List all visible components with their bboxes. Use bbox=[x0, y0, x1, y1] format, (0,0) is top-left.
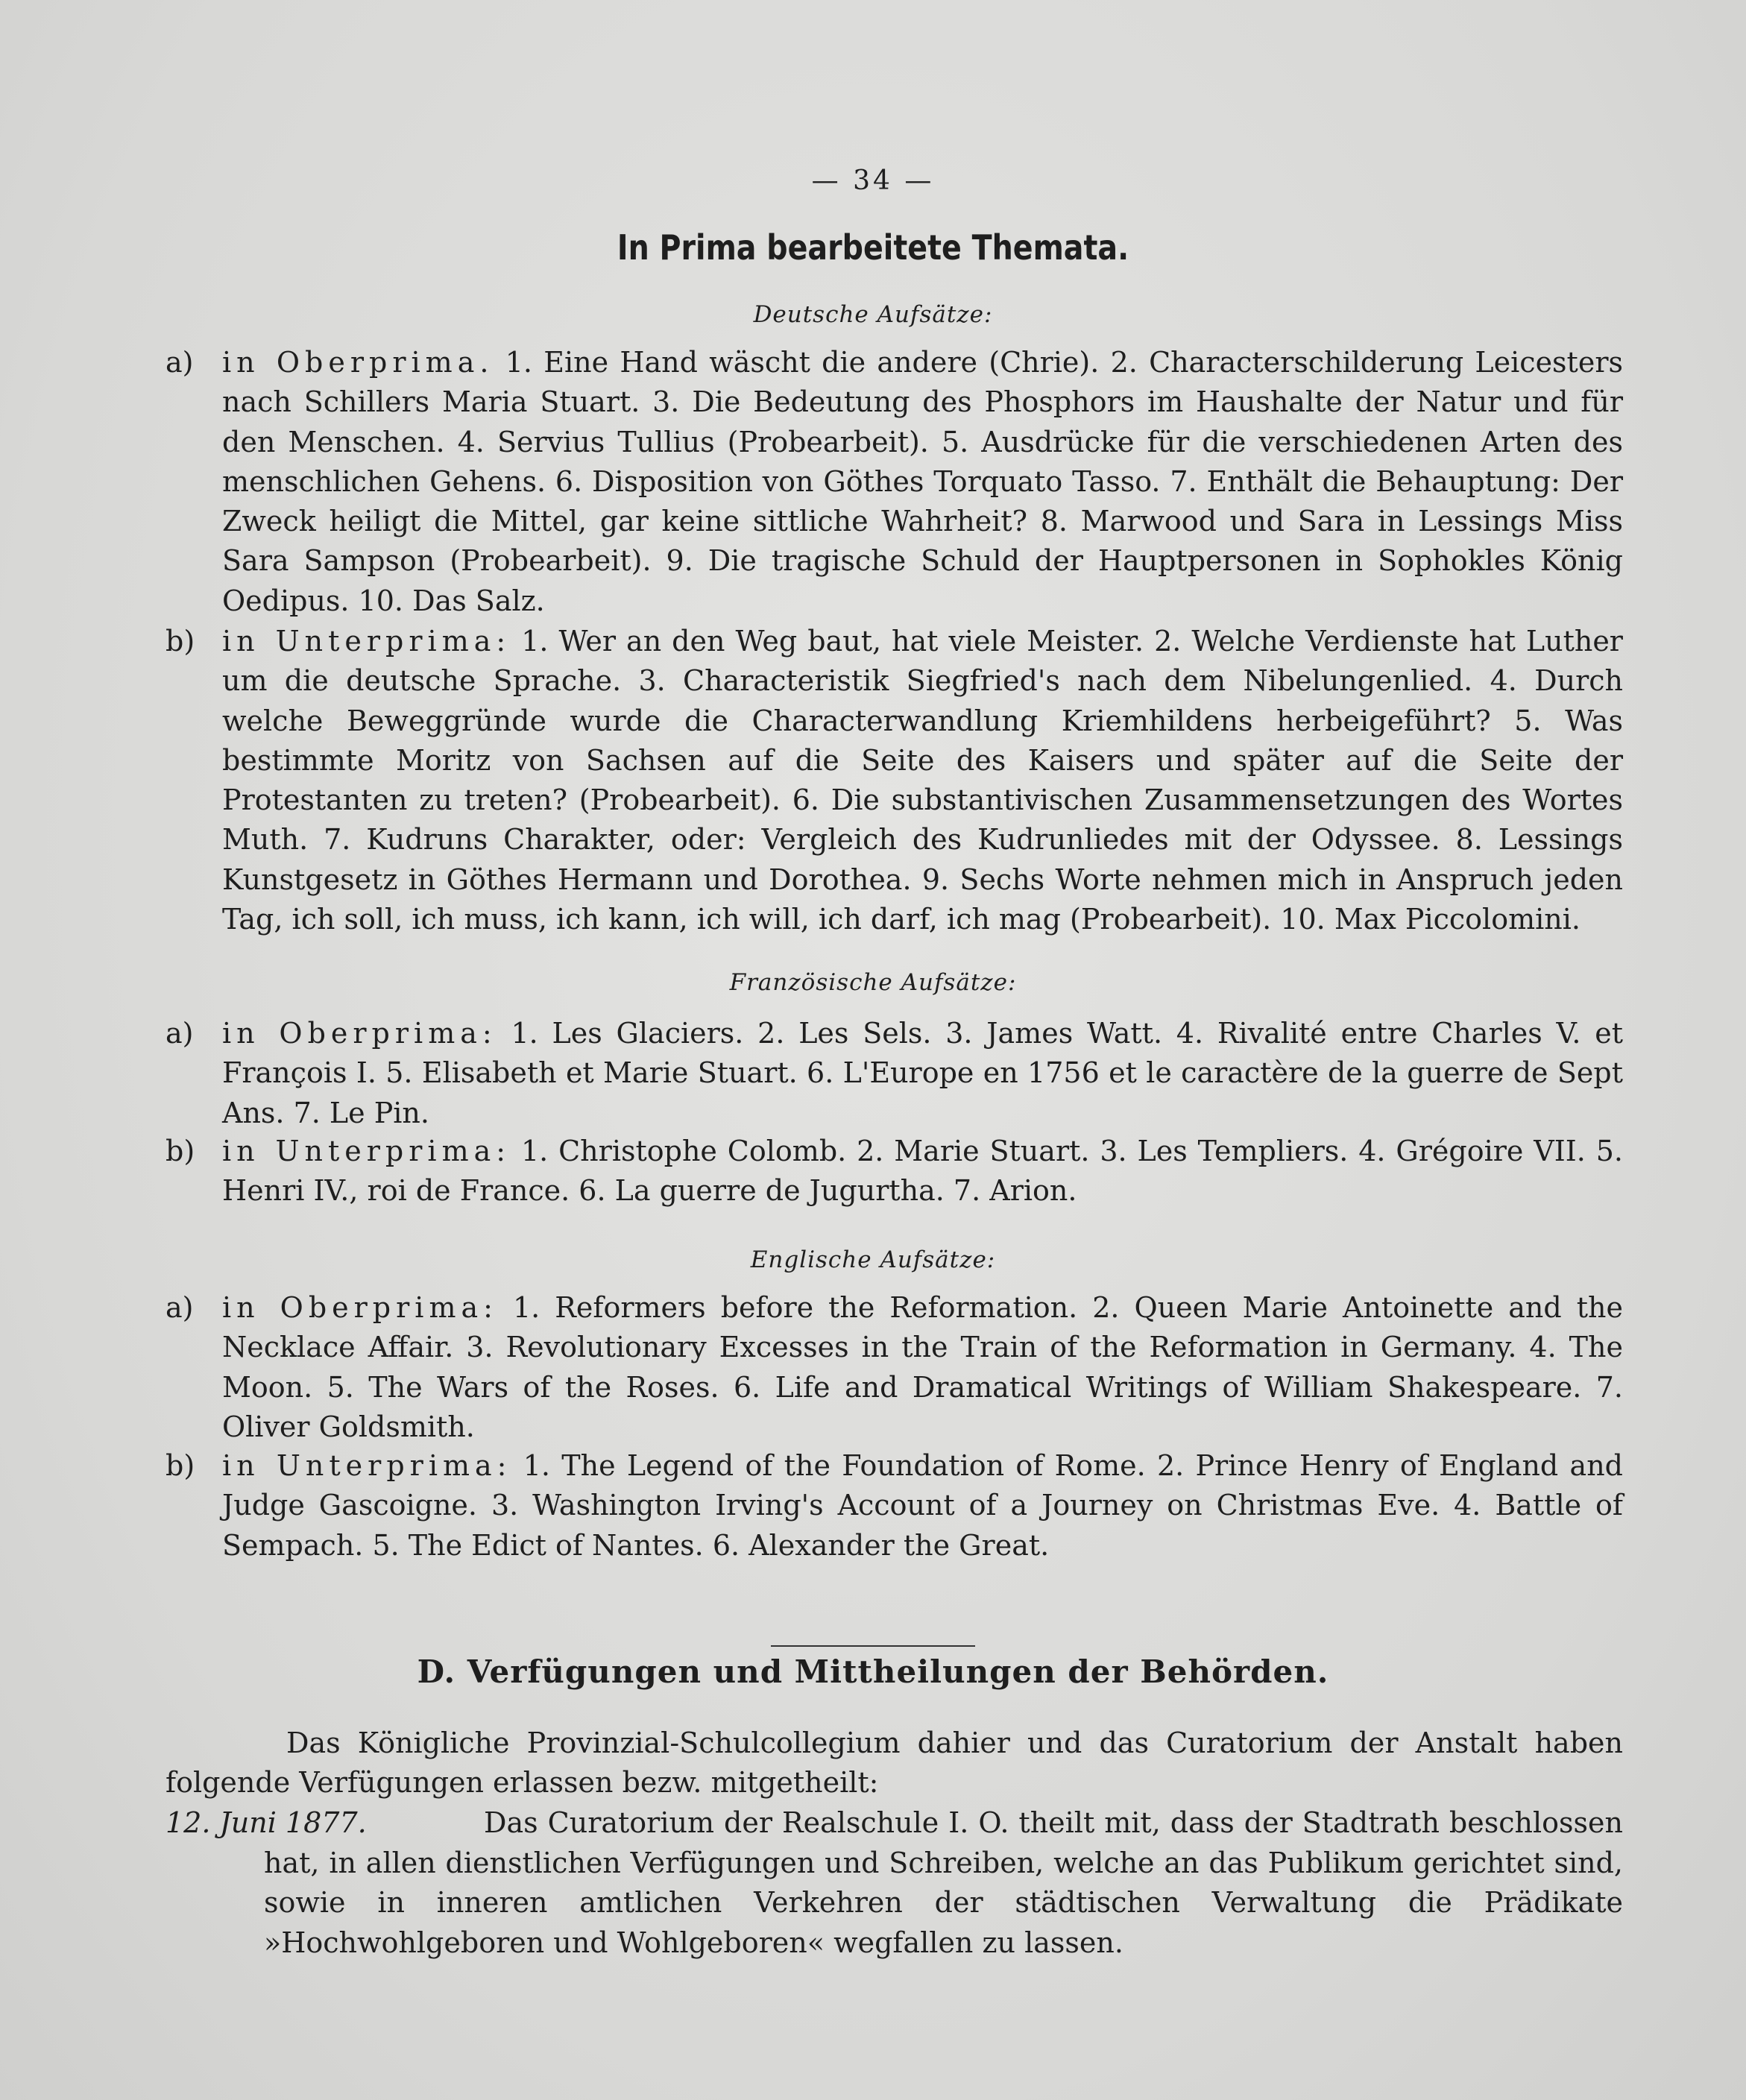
group-label: a) bbox=[166, 1291, 194, 1324]
group-body bbox=[222, 1014, 1623, 1133]
class-name: in Unterprima: bbox=[222, 1449, 512, 1482]
class-name: in Oberprima: bbox=[222, 1291, 498, 1324]
group-label: a) bbox=[166, 1017, 194, 1050]
topic-list: 1. Eine Hand wäscht die andere (Chrie). 2. Characterschilderung Leicesters nach Schillers Maria Stuart. 3. Die Bedeutung des Phosphors im Haushalte der Natur und für den Menschen. 4. Servius Tullius (Probearbeit). 5. Ausdrücke für die verschiedenen Arten des menschlichen Gehens. 6. Disposition von Göthes Torquato Tasso. 7. Enthält die Behauptung: Der Zweck heiligt die Mittel, gar keine sittliche Wahrheit? 8. Marwood und Sara in Lessings Miss Sara Sampson (Probearbeit). 9. Die tragische Schuld der Hauptpersonen in Sophokles König Oedipus. 10. Das Salz. bbox=[222, 346, 1623, 617]
subheading-deutsch: Deutsche Aufsätze: bbox=[753, 301, 993, 328]
decree-entry bbox=[166, 1803, 1623, 1963]
class-name: in Unterprima: bbox=[222, 625, 511, 658]
group-label: b) bbox=[166, 1135, 195, 1167]
topic-group-franzoesisch-unterprima bbox=[166, 1132, 1623, 1211]
group-label: a) bbox=[166, 346, 194, 379]
topic-list: 1. Christophe Colomb. 2. Marie Stuart. 3. Les Templiers. 4. Grégoire VII. 5. Henri IV., roi de France. 6. La guerre de Jugurtha. 7. Arion. bbox=[222, 1135, 1623, 1208]
topic-list: 1. Les Glaciers. 2. Les Sels. 3. James Watt. 4. Rivalité entre Charles V. et François I. 5. Elisabeth et Marie Stuart. 6. L'Europe en 1756 et le caractère de la guerre de Sept Ans. 7. Le Pin. bbox=[222, 1017, 1623, 1129]
class-name: in Unterprima: bbox=[222, 1135, 511, 1167]
topic-group-englisch-oberprima bbox=[166, 1288, 1623, 1447]
page-heading: In Prima bearbeitete Themata. bbox=[617, 227, 1129, 268]
group-body bbox=[222, 1288, 1623, 1447]
topic-group-deutsch-oberprima bbox=[166, 343, 1623, 621]
group-body bbox=[222, 343, 1623, 621]
topic-group-englisch-unterprima bbox=[166, 1446, 1623, 1565]
section-d-intro: Das Königliche Provinzial-Schulcollegium dahier und das Curatorium der Anstalt haben folgende Verfügungen erlassen bezw. mitgetheilt: bbox=[166, 1727, 1623, 1799]
topic-list: 1. Wer an den Weg baut, hat viele Meister. 2. Welche Verdienste hat Luther um die deutsche Sprache. 3. Characteristik Siegfried's nach dem Nibelungenlied. 4. Durch welche Beweggründe wurde die Characterwandlung Kriemhildens herbeigeführt? 5. Was bestimmte Moritz von Sachsen auf die Seite des Kaisers und später auf die Seite der Protestanten zu treten? (Probearbeit). 6. Die substantivischen Zusammensetzungen des Wortes Muth. 7. Kudruns Charakter, oder: Vergleich des Kudrunliedes mit der Odyssee. 8. Lessings Kunstgesetz in Göthes Hermann und Dorothea. 9. Sechs Worte nehmen mich in Anspruch jeden Tag, ich soll, ich muss, ich kann, ich will, ich darf, ich mag (Probearbeit). 10. Max Piccolomini. bbox=[222, 625, 1623, 936]
class-name: in Oberprima. bbox=[222, 346, 494, 379]
group-label: b) bbox=[166, 625, 195, 658]
topic-list: 1. Reformers before the Reformation. 2. Queen Marie Antoinette and the Necklace Affair. 3. Revolutionary Excesses in the Train of the Reformation in Germany. 4. The Moon. 5. The Wars of the Roses. 6. Life and Dramatical Writings of William Shakespeare. 7. Oliver Goldsmith. bbox=[222, 1291, 1623, 1443]
group-body bbox=[222, 622, 1623, 939]
decree-date: 12. Juni 1877. bbox=[166, 1806, 367, 1839]
page-number: — 34 — bbox=[811, 165, 935, 196]
subheading-franzoesisch: Französische Aufsätze: bbox=[729, 969, 1017, 996]
group-label: b) bbox=[166, 1449, 195, 1482]
section-d-heading: D. Verfügungen und Mittheilungen der Behörden. bbox=[417, 1653, 1329, 1690]
group-body bbox=[222, 1132, 1623, 1211]
topic-list: 1. The Legend of the Foundation of Rome. 2. Prince Henry of England and Judge Gascoigne. 3. Washington Irving's Account of a Journey on Christmas Eve. 4. Battle of Sempach. 5. The Edict of Nantes. 6. Alexander the Great. bbox=[222, 1449, 1623, 1562]
topic-group-deutsch-unterprima bbox=[166, 622, 1623, 939]
group-body bbox=[222, 1446, 1623, 1565]
class-name: in Oberprima: bbox=[222, 1017, 497, 1050]
decree-text: Das Curatorium der Realschule I. O. theilt mit, dass der Stadtrath beschlossen hat, in allen dienstlichen Verfügungen und Schreiben, welche an das Publikum gerichtet sind, sowie in inneren amtlichen Verkehren der städtischen Verwaltung die Prädikate »Hochwohlgeboren und Wohlgeboren« wegfallen zu lassen. bbox=[264, 1806, 1623, 1959]
topic-group-franzoesisch-oberprima bbox=[166, 1014, 1623, 1133]
subheading-englisch: Englische Aufsätze: bbox=[750, 1246, 996, 1273]
section-divider bbox=[771, 1645, 975, 1647]
